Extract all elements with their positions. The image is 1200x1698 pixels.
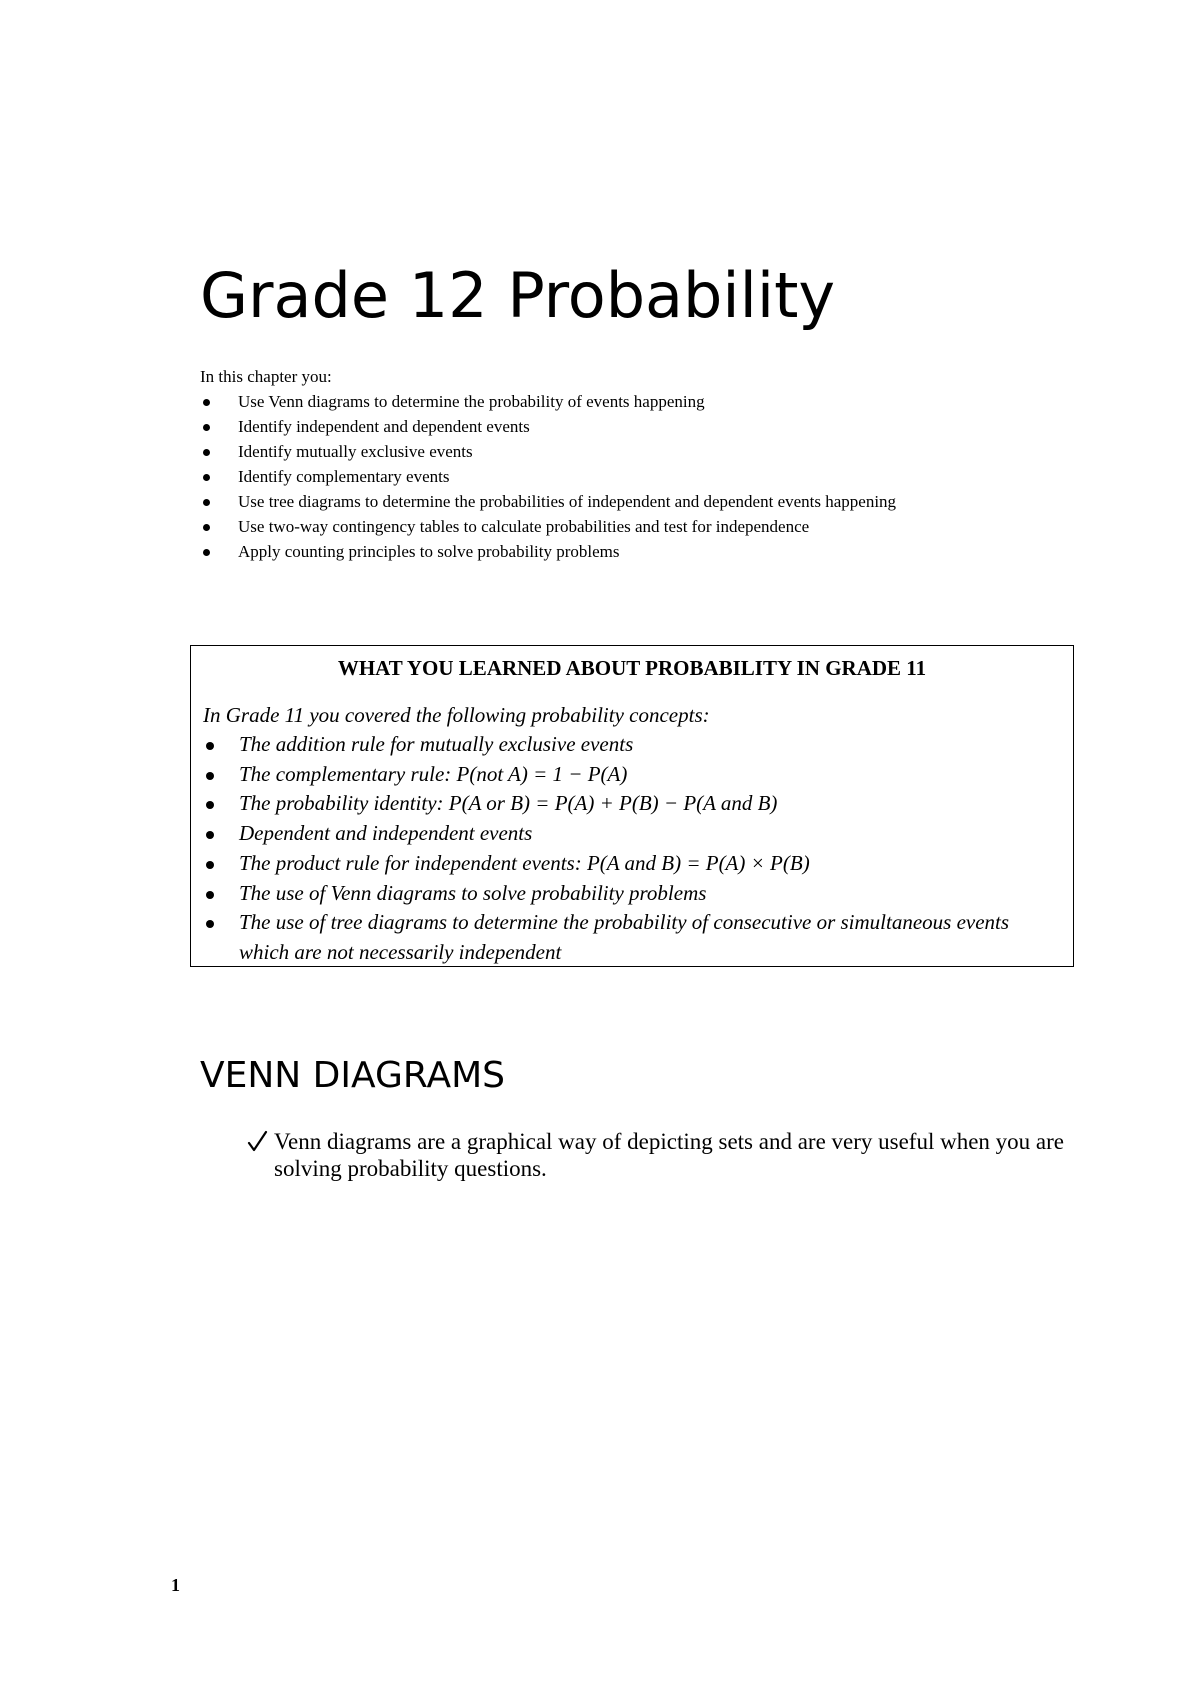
objective-item: Identify independent and dependent events [200,414,896,439]
review-item: The product rule for independent events: P(A and B) = P(A) × P(B) [203,849,1061,879]
venn-note-text: Venn diagrams are a graphical way of depicting sets and are very useful when you are solving probability questions. [274,1129,1064,1181]
review-item: The use of Venn diagrams to solve probability problems [203,879,1061,909]
review-item: The complementary rule: P(not A) = 1 − P(A) [203,760,1061,790]
review-list [203,730,1061,968]
section-heading: VENN DIAGRAMS [200,1055,505,1096]
objective-item: Use two-way contingency tables to calculate probabilities and test for independence [200,514,896,539]
review-item: Dependent and independent events [203,819,1061,849]
chapter-objectives [200,364,896,564]
objective-item: Use tree diagrams to determine the probabilities of independent and dependent events happening [200,489,896,514]
objective-item: Use Venn diagrams to determine the probability of events happening [200,389,896,414]
review-item: The addition rule for mutually exclusive events [203,730,1061,760]
page-number: 1 [171,1575,180,1595]
venn-note [246,1128,1066,1182]
page-title: Grade 12 Probability [200,259,836,332]
review-heading: WHAT YOU LEARNED ABOUT PROBABILITY IN GRADE 11 [337,656,927,680]
grade-11-review-box [190,645,1074,967]
checkmark-icon [246,1128,270,1155]
review-item: The probability identity: P(A or B) = P(A) + P(B) − P(A and B) [203,789,1061,819]
objective-item: Identify complementary events [200,464,896,489]
review-lead: In Grade 11 you covered the following probability concepts: [203,703,710,727]
objective-item: Apply counting principles to solve probability problems [200,539,896,564]
objectives-lead: In this chapter you: [200,367,332,386]
objective-item: Identify mutually exclusive events [200,439,896,464]
objectives-list [200,389,896,564]
review-item: The use of tree diagrams to determine the probability of consecutive or simultaneous events which are not necessarily independent [203,908,1061,967]
